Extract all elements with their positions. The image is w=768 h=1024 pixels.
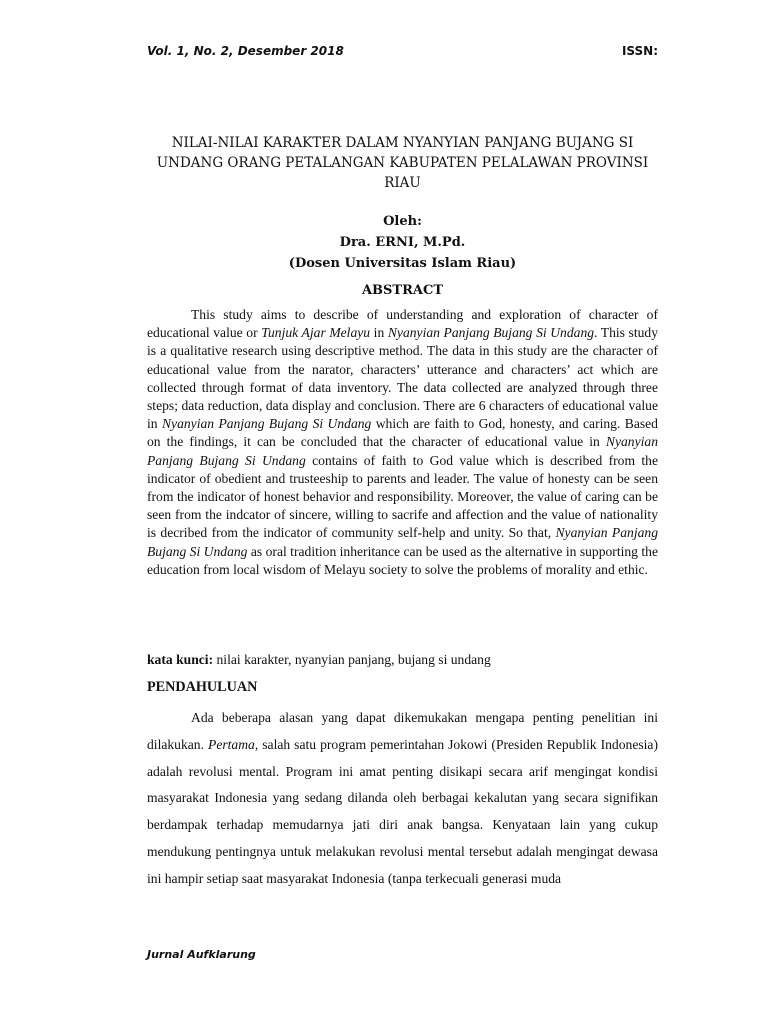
abstract-text: in [370,325,388,341]
abstract-text: This study aims to describe of understanding and exploration of character of educational value or [147,307,658,341]
abstract-italic-term: Nyanyian Panjang Bujang Si Undang [147,434,658,468]
running-header [147,44,658,58]
abstract-text: contains of faith to God value which is described from the indicator of obedient and trusteeship to parents and leader. The value of honesty can be seen from the indicator of honest behavior and responsibility. Moreover, the value of caring can be seen from the indcator of sincere, willing to sacrife and affection and the value of nationality is decribed from the indicator of community self-help and unity. So that, [147,452,658,541]
abstract-italic-term: Tunjuk Ajar Melayu [261,325,371,341]
journal-footer: Jurnal Aufklarung [147,948,256,961]
abstract-text: as oral tradition inheritance can be used as the alternative in supporting the education from local wisdom of Melayu society to solve the problems of morality and ethic. [147,543,658,577]
keywords-text: nilai karakter, nyanyian panjang, bujang si undang [213,652,491,667]
keywords-label: kata kunci: [147,652,214,667]
title-line: NILAI-NILAI KARAKTER DALAM NYANYIAN PANJANG BUJANG SI [171,135,634,151]
article-title [145,133,660,193]
abstract-heading: ABSTRACT [361,283,444,298]
abstract-text: . This study is a qualitative research using descriptive method. The data in this study are the character of educational value from the narator, characters’ utterance and characters’ act which are collected through format of data inventory. The data collected are analyzed through three steps; data reduction, data display and conclusion. There are 6 characters of educational value in [147,325,659,432]
by-label: Oleh: [383,214,422,229]
section-heading: PENDAHULUAN [147,679,258,695]
intro-italic-term: Pertama, [208,736,259,752]
keywords-line [147,652,658,668]
abstract-body [147,306,658,579]
title-line: RIAU [384,175,421,191]
abstract-italic-term: Nyanyian Panjang Bujang Si Undang [147,525,659,559]
author-name: Dra. ERNI, M.Pd. [339,235,466,250]
abstract-italic-term: Nyanyian Panjang Bujang Si Undang [387,325,595,341]
title-line: UNDANG ORANG PETALANGAN KABUPATEN PELALAWAN PROVINSI [156,155,649,171]
intro-text: Ada beberapa alasan yang dapat dikemukakan mengapa penting penelitian ini dilakukan. [147,710,658,752]
volume-info: Vol. 1, No. 2, Desember 2018 [147,44,344,58]
author-affiliation: (Dosen Universitas Islam Riau) [288,256,517,271]
abstract-text: which are faith to God, honesty, and caring. Based on the findings, it can be concluded that the character of educational value in [147,416,658,450]
issn-label: ISSN: [621,44,658,58]
intro-body [147,705,658,893]
intro-paragraph [147,705,658,893]
abstract-paragraph [147,306,658,579]
intro-text: salah satu program pemerintahan Jokowi (Presiden Republik Indonesia) adalah revolusi mental. Program ini amat penting disikapi secara arif mengingat kondisi masyarakat Indonesia yang sedang dilanda oleh berbagai kekalutan yang secara signifikan berdampak terhadap memudarnya jati diri anak bangsa. Kenyataan lain yang cukup mendukung pentingnya untuk melakukan revolusi mental tersebut adalah mengingat dewasa ini hampir setiap saat masyarakat Indonesia (tanpa terkecuali generasi muda [147,736,658,886]
author-block [145,211,660,274]
abstract-italic-term: Nyanyian Panjang Bujang Si Undang [161,416,372,432]
